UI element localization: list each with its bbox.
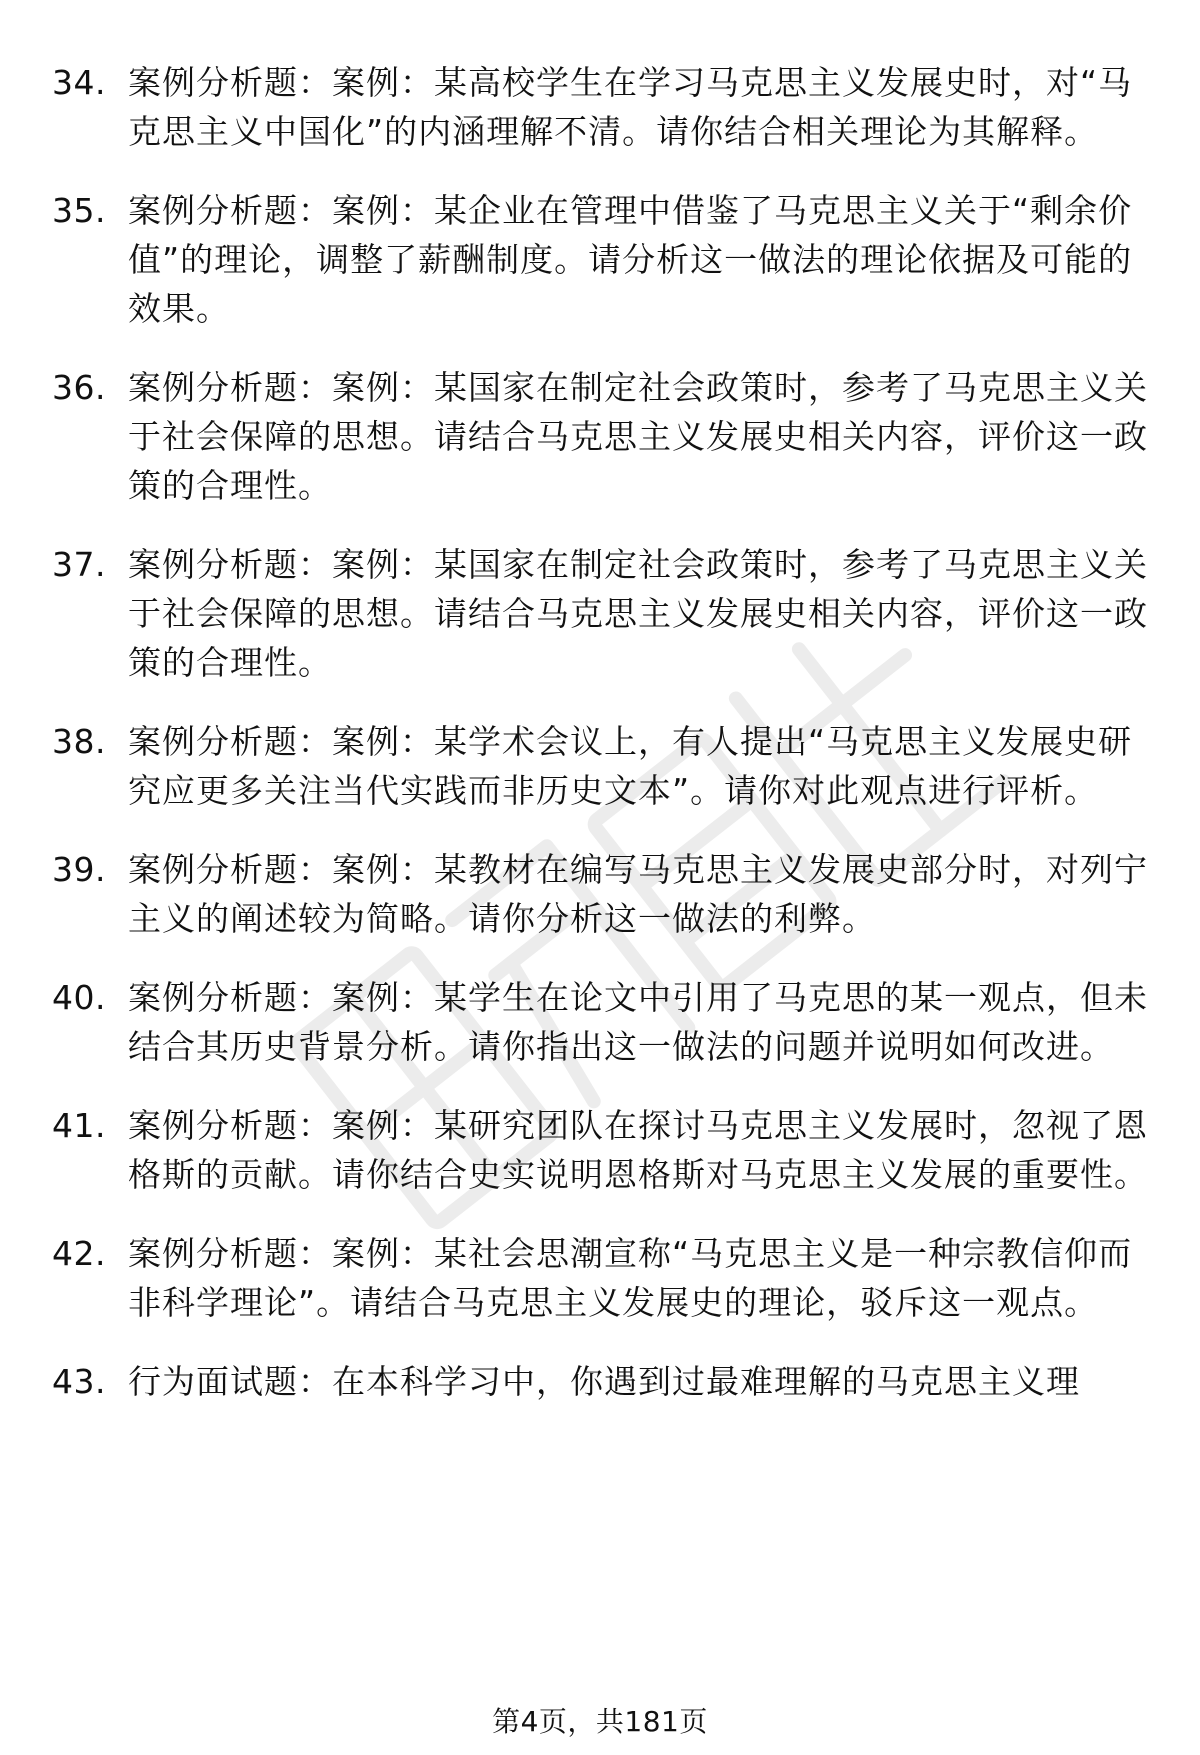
question-number: 43. [52,1362,106,1401]
question-number: 36. [52,368,106,407]
question-text: 案例分析题：案例：某企业在管理中借鉴了马克思主义关于“剩余价值”的理论，调整了薪酬制度。请分析这一做法的理论依据及可能的效果。 [128,191,1133,328]
question-item [52,1357,1162,1406]
question-item [52,973,1162,1071]
question-list [52,58,1162,1436]
question-text: 案例分析题：案例：某教材在编写马克思主义发展史部分时，对列宁主义的阐述较为简略。请你分析这一做法的利弊。 [128,850,1148,938]
question-number: 41. [52,1106,106,1145]
question-item [52,1101,1162,1199]
question-text: 案例分析题：案例：某研究团队在探讨马克思主义发展时，忽视了恩格斯的贡献。请你结合史实说明恩格斯对马克思主义发展的重要性。 [128,1106,1148,1194]
page-number-footer: 第4页，共181页 [492,1705,708,1738]
question-item [52,58,1162,156]
question-item [52,717,1162,815]
question-item [52,845,1162,943]
question-text: 案例分析题：案例：某国家在制定社会政策时，参考了马克思主义关于社会保障的思想。请结合马克思主义发展史相关内容，评价这一政策的合理性。 [128,545,1148,682]
question-text: 案例分析题：案例：某社会思潮宣称“马克思主义是一种宗教信仰而非科学理论”。请结合马克思主义发展史的理论，驳斥这一观点。 [128,1234,1133,1322]
question-number: 37. [52,545,106,584]
question-number: 39. [52,850,106,889]
question-text: 案例分析题：案例：某学术会议上，有人提出“马克思主义发展史研究应更多关注当代实践而非历史文本”。请你对此观点进行评析。 [128,722,1133,810]
question-text: 案例分析题：案例：某国家在制定社会政策时，参考了马克思主义关于社会保障的思想。请结合马克思主义发展史相关内容，评价这一政策的合理性。 [128,368,1148,505]
question-text: 行为面试题：在本科学习中，你遇到过最难理解的马克思主义理 [128,1362,1080,1401]
question-number: 35. [52,191,106,230]
question-item [52,363,1162,510]
question-text: 案例分析题：案例：某高校学生在学习马克思主义发展史时，对“马克思主义中国化”的内涵理解不清。请你结合相关理论为其解释。 [128,63,1133,151]
question-item [52,1229,1162,1327]
question-text: 案例分析题：案例：某学生在论文中引用了马克思的某一观点，但未结合其历史背景分析。请你指出这一做法的问题并说明如何改进。 [128,978,1148,1066]
question-item [52,540,1162,687]
question-number: 34. [52,63,106,102]
question-number: 38. [52,722,106,761]
question-number: 40. [52,978,106,1017]
question-number: 42. [52,1234,106,1273]
question-item [52,186,1162,333]
